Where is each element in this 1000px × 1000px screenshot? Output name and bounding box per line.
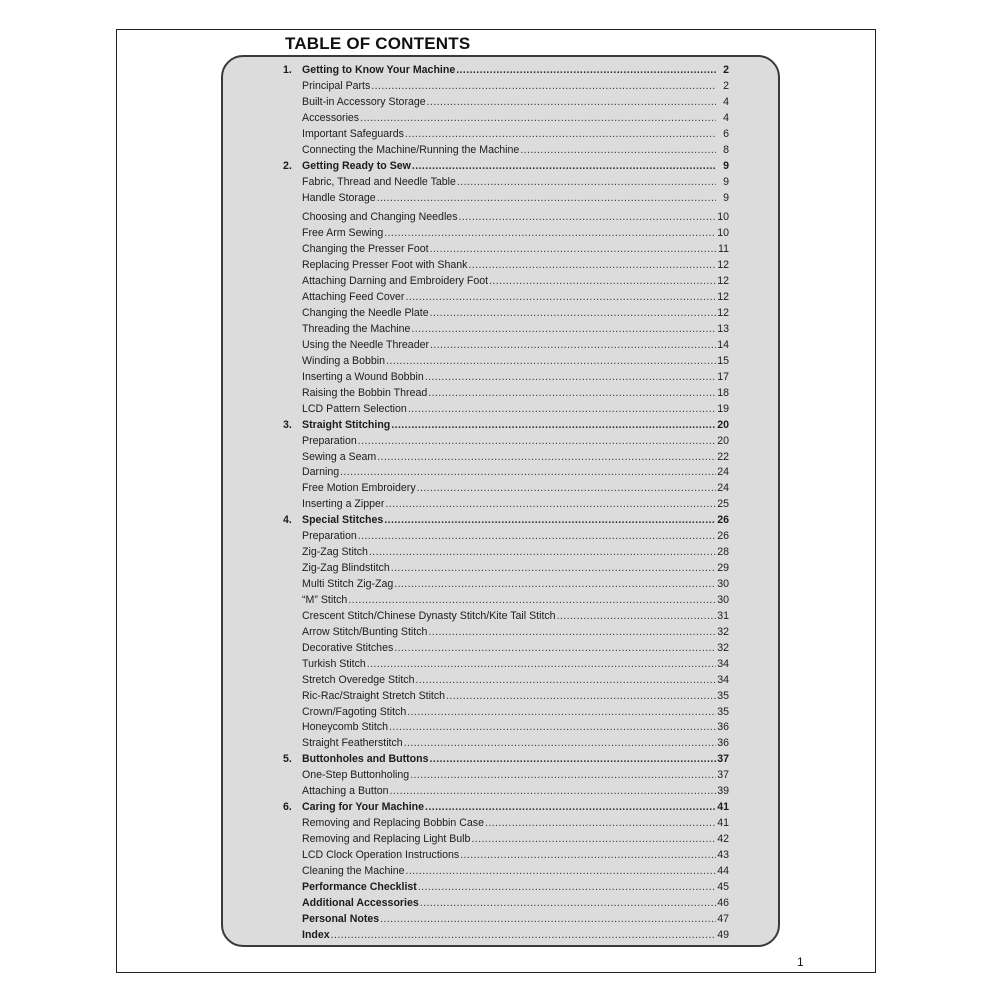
toc-entry-label: “M” Stitch: [302, 593, 348, 606]
toc-entry-page: 14: [717, 338, 729, 351]
toc-entry-label: Connecting the Machine/Running the Machine: [302, 143, 520, 156]
toc-dot-leader: [489, 275, 716, 287]
toc-entry-page: 47: [717, 912, 729, 925]
toc-dot-leader: [468, 259, 716, 271]
toc-entry: [283, 80, 729, 96]
toc-dot-leader: [405, 291, 716, 303]
toc-entry: [283, 275, 729, 291]
toc-dot-leader: [405, 865, 716, 877]
toc-entry-page: 10: [717, 211, 729, 224]
toc-entry-label: Attaching Feed Cover: [302, 291, 405, 304]
toc-section-entry: [283, 160, 729, 176]
toc-section-entry: [283, 514, 729, 530]
toc-entry-page: 18: [717, 386, 729, 399]
toc-entry: [283, 721, 729, 737]
toc-dot-leader: [446, 690, 716, 702]
toc-entry: [283, 546, 729, 562]
toc-dot-leader: [369, 546, 716, 558]
toc-entry-label: Fabric, Thread and Needle Table: [302, 175, 456, 188]
toc-dot-leader: [415, 674, 716, 686]
toc-dot-leader: [384, 514, 716, 526]
toc-dot-leader: [377, 451, 716, 463]
toc-dot-leader: [407, 706, 716, 718]
toc-entry-page: 39: [717, 785, 729, 798]
toc-entry: [283, 243, 729, 259]
toc-entry: [283, 881, 729, 897]
page-number: 1: [797, 955, 804, 969]
toc-dot-leader: [457, 176, 716, 188]
toc-entry: [283, 371, 729, 387]
toc-dot-leader: [460, 849, 716, 861]
toc-entry-page: 43: [717, 848, 729, 861]
toc-entry-label: Performance Checklist: [302, 880, 417, 893]
toc-entry-label: Decorative Stitches: [302, 641, 394, 654]
toc-dot-leader: [485, 817, 716, 829]
toc-entry-page: 34: [717, 673, 729, 686]
toc-dot-leader: [430, 243, 716, 255]
toc-entry-page: 6: [723, 127, 729, 140]
toc-entry-page: 45: [717, 880, 729, 893]
toc-dot-leader: [408, 403, 716, 415]
toc-entry-page: 17: [717, 370, 729, 383]
toc-entry: [283, 144, 729, 160]
toc-entry-page: 12: [717, 275, 729, 288]
toc-entry: [283, 307, 729, 323]
toc-entry-label: LCD Clock Operation Instructions: [302, 848, 460, 861]
toc-entry-label: Honeycomb Stitch: [302, 721, 388, 734]
toc-entry: [283, 451, 729, 467]
toc-dot-leader: [427, 96, 716, 108]
toc-entry: [283, 658, 729, 674]
toc-entry-label: Principal Parts: [302, 79, 371, 92]
toc-entry-label: Attaching Darning and Embroidery Foot: [302, 275, 489, 288]
toc-entry-label: Arrow Stitch/Bunting Stitch: [302, 625, 428, 638]
toc-entry: [283, 259, 729, 275]
toc-entry: [283, 176, 729, 192]
toc-entry-label: Sewing a Seam: [302, 450, 377, 463]
toc-entry-number: 2.: [283, 159, 292, 172]
toc-entry-page: 24: [717, 482, 729, 495]
page-title: TABLE OF CONTENTS: [285, 34, 471, 53]
toc-entry-label: Threading the Machine: [302, 323, 411, 335]
toc-entry-page: 9: [723, 159, 729, 172]
toc-entry-page: 36: [717, 721, 729, 734]
toc-entry-page: 2: [723, 79, 729, 92]
toc-dot-leader: [367, 658, 716, 670]
toc-entry-label: Zig-Zag Stitch: [302, 546, 368, 559]
toc-dot-leader: [430, 753, 716, 765]
toc-entry-page: 2: [723, 64, 729, 76]
toc-dot-leader: [428, 626, 716, 638]
toc-entry-label: Straight Featherstitch: [302, 737, 403, 750]
toc-entry: [283, 929, 729, 945]
toc-entry-label: Zig-Zag Blindstitch: [302, 562, 390, 575]
toc-entry-label: Personal Notes: [302, 912, 380, 925]
toc-entry: [283, 498, 729, 514]
toc-entry-page: 46: [717, 896, 729, 909]
toc-entry: [283, 785, 729, 801]
toc-dot-leader: [394, 642, 716, 654]
toc-dot-leader: [391, 562, 716, 574]
toc-dot-leader: [386, 355, 716, 367]
toc-entry-page: 9: [723, 175, 729, 188]
toc-entry-label: Cleaning the Machine: [302, 864, 405, 877]
toc-entry-label: Crown/Fagoting Stitch: [302, 705, 407, 718]
toc-entry: [283, 642, 729, 658]
toc-entry-label: Inserting a Zipper: [302, 498, 385, 511]
toc-entry-page: 35: [717, 705, 729, 718]
toc-entry: [283, 112, 729, 128]
toc-dot-leader: [340, 466, 716, 478]
toc-dot-leader: [331, 929, 716, 941]
toc-dot-leader: [430, 339, 716, 351]
toc-dot-leader: [428, 387, 716, 399]
toc-entry-label: Handle Storage: [302, 191, 376, 204]
toc-entry-number: 1.: [283, 64, 292, 76]
toc-entry-page: 31: [717, 609, 729, 622]
toc-entry-label: Stretch Overedge Stitch: [302, 673, 415, 686]
toc-entry-page: 4: [723, 95, 729, 108]
toc-entry-label: Removing and Replacing Bobbin Case: [302, 817, 484, 830]
toc-entry: [283, 530, 729, 546]
toc-entry: [283, 610, 729, 626]
toc-entry-label: Inserting a Wound Bobbin: [302, 370, 424, 383]
toc-entry: [283, 913, 729, 929]
toc-dot-leader: [425, 801, 716, 813]
toc-section-entry: [283, 419, 729, 435]
toc-entry-label: Preparation: [302, 530, 357, 543]
toc-dot-leader: [412, 160, 716, 172]
toc-entry-page: 11: [718, 243, 729, 256]
toc-entry: [283, 674, 729, 690]
toc-entry-label: Crescent Stitch/Chinese Dynasty Stitch/Kite Tail Stitch: [302, 609, 556, 622]
toc-entry: [283, 849, 729, 865]
toc-entry-page: 30: [717, 593, 729, 606]
toc-entry: [283, 323, 729, 339]
toc-dot-leader: [425, 371, 716, 383]
toc-entry-page: 32: [717, 641, 729, 654]
toc-entry-page: 20: [717, 434, 729, 447]
toc-entry-page: 41: [717, 801, 729, 814]
toc-entry: [283, 128, 729, 144]
toc-dot-leader: [358, 530, 716, 542]
toc-entry-label: Important Safeguards: [302, 127, 404, 140]
toc-dot-leader: [380, 913, 716, 925]
toc-entry-label: Straight Stitching: [302, 418, 391, 431]
toc-entry: [283, 482, 729, 498]
toc-dot-leader: [520, 144, 716, 156]
toc-dot-leader: [420, 897, 716, 909]
toc-entry-number: 4.: [283, 514, 292, 527]
toc-dot-leader: [405, 128, 716, 140]
toc-entry-page: 12: [717, 259, 729, 272]
toc-entry-page: 32: [717, 625, 729, 638]
toc-dot-leader: [418, 881, 716, 893]
toc-entry-page: 15: [717, 354, 729, 367]
toc-entry-label: Caring for Your Machine: [302, 801, 425, 814]
toc-entry-page: 22: [717, 450, 729, 463]
toc-entry-label: Ric-Rac/Straight Stretch Stitch: [302, 689, 446, 702]
toc-entry: [283, 96, 729, 112]
toc-dot-leader: [459, 211, 717, 223]
toc-entry: [283, 355, 729, 371]
toc-entry-label: Using the Needle Threader: [302, 338, 430, 351]
toc-entry-number: 3.: [283, 418, 292, 431]
toc-entry: [283, 578, 729, 594]
toc-entry-page: 36: [717, 737, 729, 750]
toc-entry-label: Raising the Bobbin Thread: [302, 386, 428, 399]
toc-entry-label: One-Step Buttonholing: [302, 769, 410, 782]
toc-entry: [283, 865, 729, 881]
toc-entry-label: Getting to Know Your Machine: [302, 64, 456, 76]
toc-dot-leader: [348, 594, 716, 606]
toc-entry-page: 13: [717, 323, 729, 335]
toc-entry-page: 30: [717, 578, 729, 590]
toc-entry-label: Additional Accessories: [302, 896, 419, 909]
toc-entry-label: LCD Pattern Selection: [302, 402, 407, 415]
toc-dot-leader: [389, 721, 716, 733]
toc-entry-page: 12: [717, 291, 729, 304]
toc-entry: [283, 562, 729, 578]
toc-entry-label: Index: [302, 928, 330, 941]
toc-entry: [283, 594, 729, 610]
toc-entry: [283, 403, 729, 419]
toc-list: [283, 64, 729, 945]
toc-entry: [283, 466, 729, 482]
toc-entry-label: Special Stitches: [302, 514, 384, 527]
toc-entry-page: 10: [717, 227, 729, 240]
toc-entry-page: 42: [717, 833, 729, 845]
toc-entry-label: Preparation: [302, 434, 357, 447]
toc-dot-leader: [390, 785, 716, 797]
toc-entry-page: 28: [717, 546, 729, 559]
toc-dot-leader: [385, 498, 716, 510]
toc-dot-leader: [456, 64, 716, 76]
toc-dot-leader: [430, 307, 716, 319]
toc-entry-label: Replacing Presser Foot with Shank: [302, 259, 468, 272]
toc-entry: [283, 387, 729, 403]
toc-entry-page: 26: [717, 514, 729, 527]
toc-entry-page: 12: [717, 307, 729, 320]
toc-entry: [283, 833, 729, 849]
toc-entry: [283, 769, 729, 785]
toc-entry: [283, 897, 729, 913]
toc-entry-page: 35: [717, 689, 729, 702]
toc-entry: [283, 706, 729, 722]
toc-entry-page: 44: [717, 864, 729, 877]
toc-entry-page: 49: [717, 928, 729, 941]
toc-dot-leader: [391, 419, 716, 431]
toc-entry-label: Removing and Replacing Light Bulb: [302, 833, 471, 845]
toc-dot-leader: [404, 737, 716, 749]
toc-entry-label: Attaching a Button: [302, 785, 389, 798]
toc-dot-leader: [358, 435, 716, 447]
toc-entry-label: Changing the Needle Plate: [302, 307, 429, 320]
toc-entry-label: Free Arm Sewing: [302, 227, 384, 240]
toc-entry-label: Changing the Presser Foot: [302, 243, 429, 256]
toc-entry-page: 26: [717, 530, 729, 543]
toc-entry-page: 29: [717, 562, 729, 575]
toc-entry: [283, 339, 729, 355]
toc-entry-label: Accessories: [302, 111, 360, 124]
toc-entry-label: Darning: [302, 466, 340, 479]
toc-entry-label: Buttonholes and Buttons: [302, 753, 429, 766]
toc-section-entry: [283, 64, 729, 80]
toc-entry-label: Built-in Accessory Storage: [302, 95, 426, 108]
toc-entry-page: 19: [717, 402, 729, 415]
toc-dot-leader: [557, 610, 716, 622]
toc-entry-page: 25: [717, 498, 729, 511]
toc-dot-leader: [394, 578, 716, 590]
toc-entry: [283, 690, 729, 706]
toc-entry-page: 4: [723, 111, 729, 124]
toc-dot-leader: [371, 80, 716, 92]
toc-entry-page: 8: [723, 143, 729, 156]
toc-entry-page: 37: [717, 769, 729, 782]
toc-entry: [283, 211, 729, 227]
toc-entry-label: Choosing and Changing Needles: [302, 211, 458, 224]
toc-entry-label: Getting Ready to Sew: [302, 159, 411, 172]
toc-entry-label: Winding a Bobbin: [302, 354, 386, 367]
toc-dot-leader: [360, 112, 716, 124]
toc-entry-label: Multi Stitch Zig-Zag: [302, 578, 394, 590]
toc-entry-page: 20: [717, 418, 729, 431]
toc-entry-number: 5.: [283, 753, 292, 766]
toc-dot-leader: [411, 323, 716, 335]
toc-entry: [283, 435, 729, 451]
toc-entry: [283, 626, 729, 642]
toc-entry-page: 9: [723, 191, 729, 204]
toc-entry-page: 24: [717, 466, 729, 479]
toc-entry: [283, 817, 729, 833]
toc-dot-leader: [384, 227, 716, 239]
toc-dot-leader: [410, 769, 716, 781]
toc-entry-label: Turkish Stitch: [302, 657, 366, 670]
toc-section-entry: [283, 753, 729, 769]
toc-entry: [283, 227, 729, 243]
toc-entry-page: 34: [717, 657, 729, 670]
toc-entry: [283, 737, 729, 753]
toc-entry: [283, 291, 729, 307]
toc-entry-number: 6.: [283, 801, 292, 814]
toc-dot-leader: [471, 833, 716, 845]
toc-entry-page: 41: [717, 817, 729, 830]
toc-dot-leader: [377, 192, 716, 204]
toc-entry-label: Free Motion Embroidery: [302, 482, 416, 495]
toc-section-entry: [283, 801, 729, 817]
toc-dot-leader: [417, 482, 716, 494]
toc-entry-page: 37: [717, 753, 729, 766]
toc-entry: [283, 192, 729, 208]
